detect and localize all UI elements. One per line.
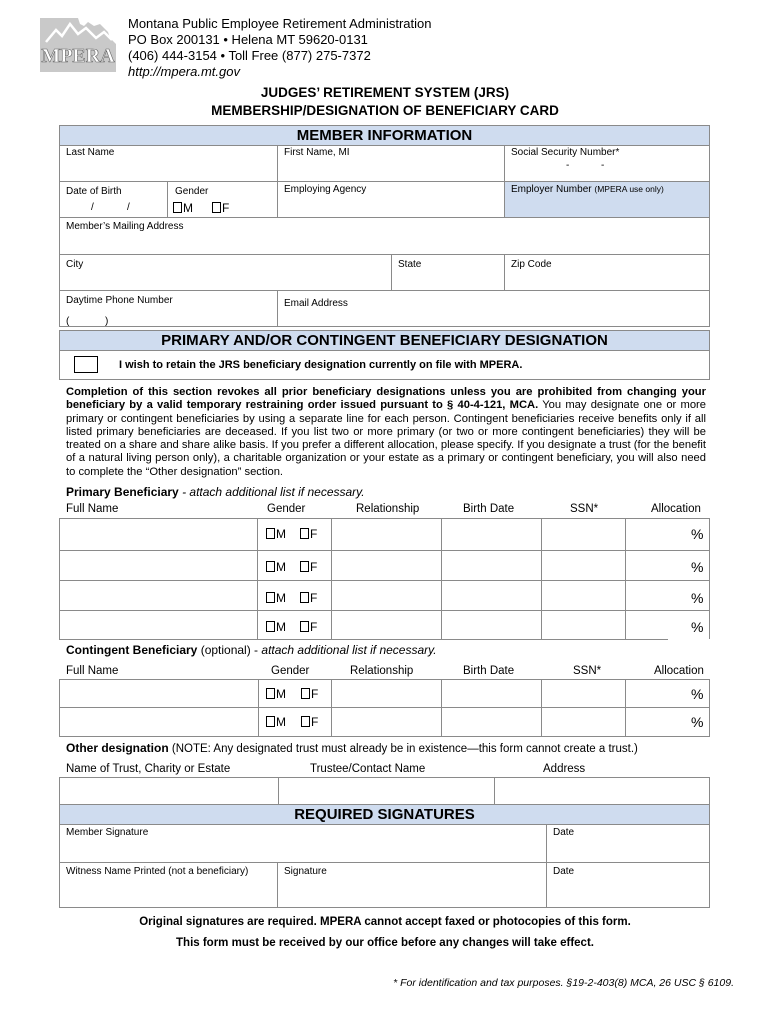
checkbox-icon[interactable] (300, 528, 309, 539)
mpera-logo (38, 14, 118, 74)
signatures-heading: REQUIRED SIGNATURES (59, 804, 710, 825)
primary-beneficiary-title: Primary Beneficiary - attach additional list if necessary. (66, 485, 365, 499)
col-birth-date: Birth Date (463, 665, 515, 677)
checkbox-icon[interactable] (266, 716, 275, 727)
primary-2-gender-f[interactable]: F (300, 560, 317, 574)
col-relationship: Relationship (356, 503, 420, 515)
phone-label: Daytime Phone Number (66, 295, 173, 306)
checkbox-icon[interactable] (300, 561, 309, 572)
col-relationship: Relationship (350, 665, 414, 677)
contingent-1-gender-f[interactable]: F (301, 687, 318, 701)
contingent-2-gender-f[interactable]: F (301, 715, 318, 729)
primary-1-gender-f[interactable]: F (300, 527, 317, 541)
other-designation-title: Other designation (NOTE: Any designated trust must already be in existence—this form cannot create a trust.) (66, 741, 638, 755)
checkbox-icon[interactable] (212, 202, 221, 213)
primary-1-gender-m[interactable]: M (266, 527, 286, 541)
primary-3-gender-m[interactable]: M (266, 591, 286, 605)
phone-paren: ) (105, 316, 109, 327)
contingent-beneficiary-title: Contingent Beneficiary (optional) - attach additional list if necessary. (66, 643, 437, 657)
col-gender: Gender (271, 665, 310, 677)
col-gender: Gender (267, 503, 306, 515)
org-phone: (406) 444-3154 • Toll Free (877) 275-7372 (128, 48, 371, 63)
checkbox-icon[interactable] (266, 592, 275, 603)
col-allocation: Allocation (654, 665, 704, 677)
checkbox-icon[interactable] (300, 592, 309, 603)
contingent-1-pct: % (691, 686, 704, 702)
phone-paren: ( (66, 316, 70, 327)
col-ssn: SSN* (570, 503, 599, 515)
primary-3-pct: % (691, 590, 704, 606)
col-allocation: Allocation (651, 503, 701, 515)
checkbox-icon[interactable] (301, 716, 310, 727)
beneficiary-heading: PRIMARY AND/OR CONTINGENT BENEFICIARY DESIGNATION (59, 330, 710, 351)
primary-4-gender-f[interactable]: F (300, 620, 317, 634)
footnote: * For identification and tax purposes. §19-2-403(8) MCA, 26 USC § 6109. (393, 977, 734, 989)
contingent-2-pct: % (691, 714, 704, 730)
employer-number-label: Employer Number (MPERA use only) (511, 184, 664, 195)
retain-text: I wish to retain the JRS beneficiary designation currently on file with MPERA. (119, 359, 523, 371)
retain-checkbox[interactable] (74, 356, 98, 373)
form-title-line2: MEMBERSHIP/DESIGNATION OF BENEFICIARY CARD (211, 103, 559, 118)
header-block (128, 16, 431, 80)
dob-separator: / (91, 202, 94, 213)
primary-3-gender-f[interactable]: F (300, 591, 317, 605)
employing-agency-label: Employing Agency (284, 184, 367, 195)
checkbox-icon[interactable] (266, 621, 275, 632)
footer-line2: This form must be received by our office before any changes will take effect. (176, 937, 594, 949)
other-col-name: Name of Trust, Charity or Estate (66, 763, 231, 775)
primary-table (59, 518, 710, 639)
org-name: Montana Public Employee Retirement Administration (128, 16, 432, 31)
zip-label: Zip Code (511, 259, 552, 270)
primary-1-pct: % (691, 526, 704, 542)
col-ssn: SSN* (573, 665, 602, 677)
gender-label: Gender (175, 186, 209, 197)
email-label: Email Address (284, 298, 348, 309)
other-designation-row (59, 777, 710, 805)
checkbox-icon[interactable] (266, 561, 275, 572)
org-url[interactable]: http://mpera.mt.gov (128, 64, 240, 79)
witness-name-label: Witness Name Printed (not a beneficiary) (66, 866, 249, 877)
form-title (0, 84, 770, 120)
witness-date-label: Date (553, 866, 575, 877)
first-name-label: First Name, MI (284, 147, 350, 158)
member-signature-label: Member Signature (66, 827, 149, 838)
ssn-separator: - (566, 160, 570, 171)
checkbox-icon[interactable] (266, 688, 275, 699)
city-label: City (66, 259, 84, 270)
dob-separator: / (127, 202, 130, 213)
contingent-2-gender-m[interactable]: M (266, 715, 286, 729)
member-gender-m[interactable]: M (173, 201, 193, 215)
other-col-trustee: Trustee/Contact Name (310, 763, 426, 775)
contingent-1-gender-m[interactable]: M (266, 687, 286, 701)
primary-2-gender-m[interactable]: M (266, 560, 286, 574)
dob-label: Date of Birth (66, 186, 122, 197)
member-info-heading: MEMBER INFORMATION (59, 125, 710, 146)
beneficiary-instructions: Completion of this section revokes all prior beneficiary designations unless you are prohibited from changing your beneficiary by a valid temporary restraining order issued pursuant to § 40-4-121, MCA. You may designate one or more primary or contingent beneficiaries by using a separate line for each person. Contingent beneficiaries receive benefits only if all listed primary beneficiaries are deceased. If you list two or more primary (or two or more contingent beneficiaries) they will be treated on a share and share alike basis. If you prefer a different allocation, please specify. If you designate a trust (for the benefit of a natural living person only), a charitable organization or your estate as a primary or contingent beneficiary, you will also need to complete the “Other designation” section. (66, 386, 706, 478)
ssn-separator: - (601, 160, 605, 171)
primary-4-pct: % (691, 619, 704, 635)
mailing-address-label: Member’s Mailing Address (66, 221, 184, 232)
org-address: PO Box 200131 • Helena MT 59620-0131 (128, 32, 368, 47)
primary-4-gender-m[interactable]: M (266, 620, 286, 634)
contingent-table (59, 679, 710, 737)
ssn-label: Social Security Number* (511, 147, 620, 158)
last-name-label: Last Name (66, 147, 115, 158)
checkbox-icon[interactable] (300, 621, 309, 632)
checkbox-icon[interactable] (266, 528, 275, 539)
checkbox-icon[interactable] (173, 202, 182, 213)
primary-2-pct: % (691, 559, 704, 575)
other-col-address: Address (543, 763, 586, 775)
member-gender-f[interactable]: F (212, 201, 229, 215)
member-date-label: Date (553, 827, 575, 838)
col-birth-date: Birth Date (463, 503, 515, 515)
col-full-name: Full Name (66, 665, 119, 677)
form-title-line1: JUDGES’ RETIREMENT SYSTEM (JRS) (260, 85, 510, 100)
witness-signature-label: Signature (284, 866, 327, 877)
svg-text:MPERA: MPERA (41, 45, 115, 67)
footer-line1: Original signatures are required. MPERA cannot accept faxed or photocopies of this form. (139, 916, 631, 928)
state-label: State (398, 259, 422, 270)
checkbox-icon[interactable] (301, 688, 310, 699)
col-full-name: Full Name (66, 503, 119, 515)
